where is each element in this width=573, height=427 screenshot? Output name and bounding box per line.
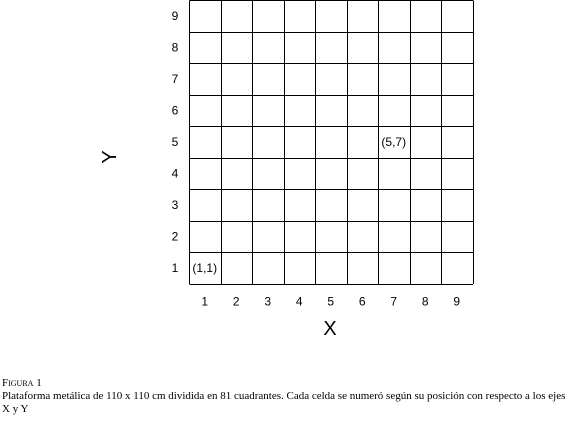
- x-tick-label: 9: [453, 294, 461, 309]
- x-axis-label: X: [323, 318, 337, 340]
- cell-label: (1,1): [192, 260, 218, 275]
- x-tick-label: 7: [390, 294, 398, 309]
- x-tick-label: 8: [421, 294, 429, 309]
- y-tick-label: 3: [171, 197, 179, 212]
- x-tick-label: 6: [358, 294, 366, 309]
- y-tick-label: 8: [171, 40, 179, 55]
- x-tick-label: 2: [232, 294, 240, 309]
- y-tick-label: 5: [171, 134, 179, 149]
- x-axis-tick-labels: [201, 295, 460, 309]
- cell-coordinate-labels: [192, 135, 406, 275]
- y-tick-label: 4: [171, 166, 179, 181]
- y-tick-label: 2: [171, 229, 179, 244]
- figure-caption-label: Figura 1: [2, 377, 42, 389]
- x-tick-label: 5: [327, 294, 335, 309]
- y-tick-label: 9: [171, 8, 179, 23]
- y-axis-label: Y: [99, 150, 121, 164]
- y-tick-label: 6: [171, 103, 179, 118]
- figure-caption-text: Plataforma metálica de 110 x 110 cm dividida en 81 cuadrantes. Cada celda se numeró según su posición con respecto a los ejes X y Y: [2, 390, 566, 415]
- x-tick-label: 3: [264, 294, 272, 309]
- x-tick-label: 1: [201, 294, 209, 309]
- cell-label: (5,7): [381, 134, 407, 149]
- y-axis-tick-labels: [172, 9, 179, 275]
- figure-caption: [2, 377, 573, 416]
- x-tick-label: 4: [295, 294, 303, 309]
- y-tick-label: 1: [171, 260, 179, 275]
- y-tick-label: 7: [171, 71, 179, 86]
- grid-lines: [190, 1, 474, 285]
